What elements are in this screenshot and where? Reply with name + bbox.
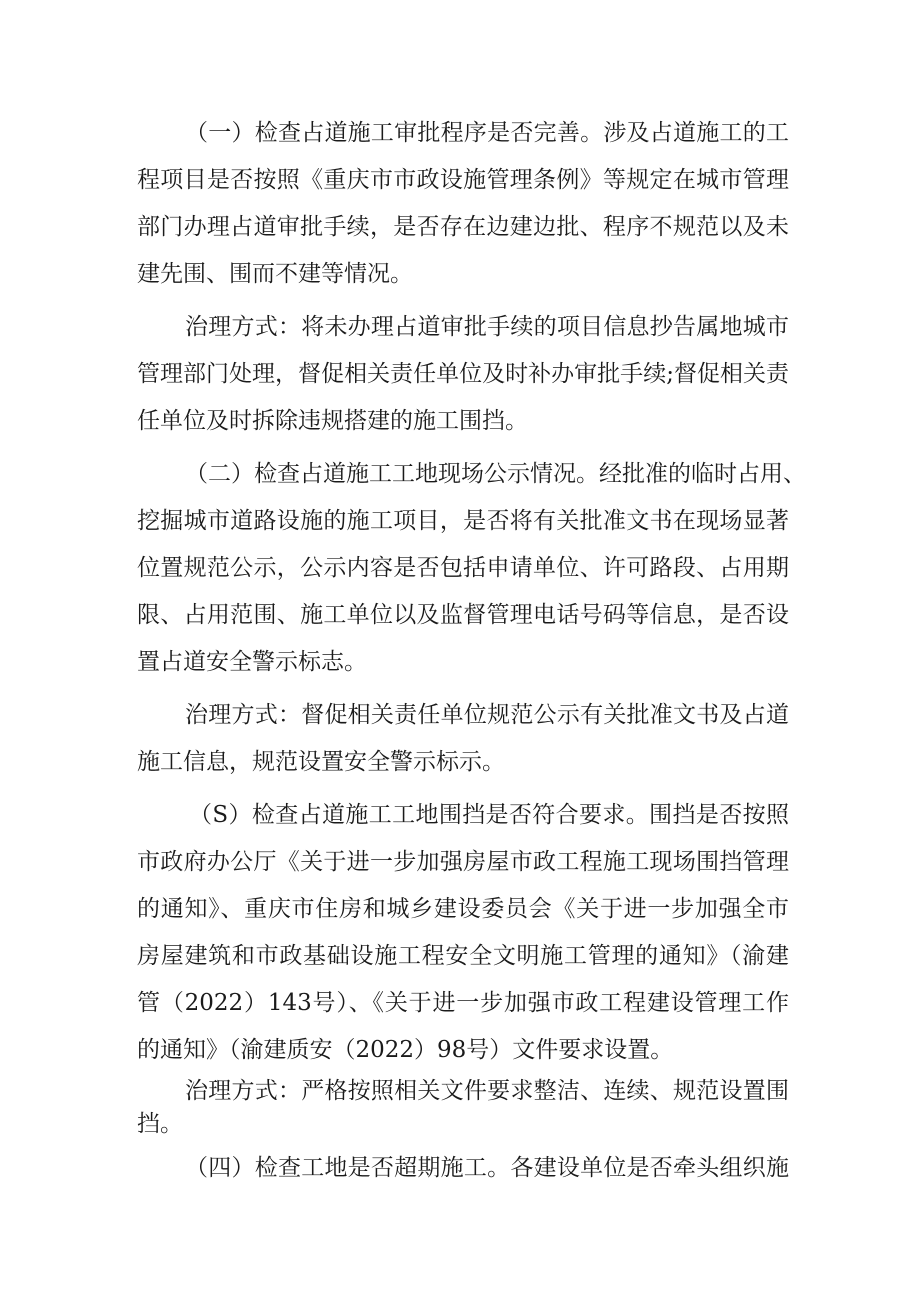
section-3-line-5: 管（2022）143号）、《关于进一步加强市政工程建设管理工作 bbox=[137, 990, 789, 1016]
section-2-line-2: 挖掘城市道路设施的施工项目，是否将有关批准文书在现场显著 bbox=[137, 508, 789, 534]
section-1-line-3: 部门办理占道审批手续，是否存在边建边批、程序不规范以及未 bbox=[137, 214, 789, 240]
section-1-line-1: （一）检查占道施工审批程序是否完善。涉及占道施工的工 bbox=[185, 120, 789, 146]
section-2-line-5: 置占道安全警示标志。 bbox=[137, 649, 367, 675]
section-2-line-1: （二）检查占道施工工地现场公示情况。经批准的临时占用、 bbox=[185, 461, 806, 487]
remedy-1-line-2: 管理部门处理，督促相关责任单位及时补办审批手续;督促相关责 bbox=[137, 361, 789, 387]
section-4-line-1: （四）检查工地是否超期施工。各建设单位是否牵头组织施 bbox=[185, 1155, 789, 1181]
section-2-line-4: 限、占用范围、施工单位以及监督管理电话号码等信息，是否设 bbox=[137, 602, 789, 628]
remedy-1-line-3: 任单位及时拆除违规搭建的施工围挡。 bbox=[137, 408, 528, 434]
remedy-1-line-1: 治理方式：将未办理占道审批手续的项目信息抄告属地城市 bbox=[185, 314, 789, 340]
section-1-line-2: 程项目是否按照《重庆市市政设施管理条例》等规定在城市管理 bbox=[137, 167, 789, 193]
section-1-line-4: 建先围、围而不建等情况。 bbox=[137, 261, 413, 287]
remedy-3-line-2: 挡。 bbox=[137, 1111, 183, 1137]
section-2-line-3: 位置规范公示，公示内容是否包括申请单位、许可路段、占用期 bbox=[137, 555, 789, 581]
remedy-2-line-2: 施工信息，规范设置安全警示标示。 bbox=[137, 749, 505, 775]
section-3-line-1: （S）检查占道施工工地围挡是否符合要求。围挡是否按照 bbox=[189, 802, 789, 828]
remedy-2-line-1: 治理方式：督促相关责任单位规范公示有关批准文书及占道 bbox=[185, 702, 789, 728]
section-3-line-2: 市政府办公厅《关于进一步加强房屋市政工程施工现场围挡管理 bbox=[137, 849, 789, 875]
section-3-line-4: 房屋建筑和市政基础设施工程安全文明施工管理的通知》（渝建 bbox=[137, 943, 789, 969]
section-3-line-6: 的通知》（渝建质安（2022）98号）文件要求设置。 bbox=[137, 1037, 674, 1063]
section-3-line-3: 的通知》、重庆市住房和城乡建设委员会《关于进一步加强全市 bbox=[137, 896, 789, 922]
remedy-3-line-1: 治理方式：严格按照相关文件要求整洁、连续、规范设置围 bbox=[185, 1078, 789, 1104]
